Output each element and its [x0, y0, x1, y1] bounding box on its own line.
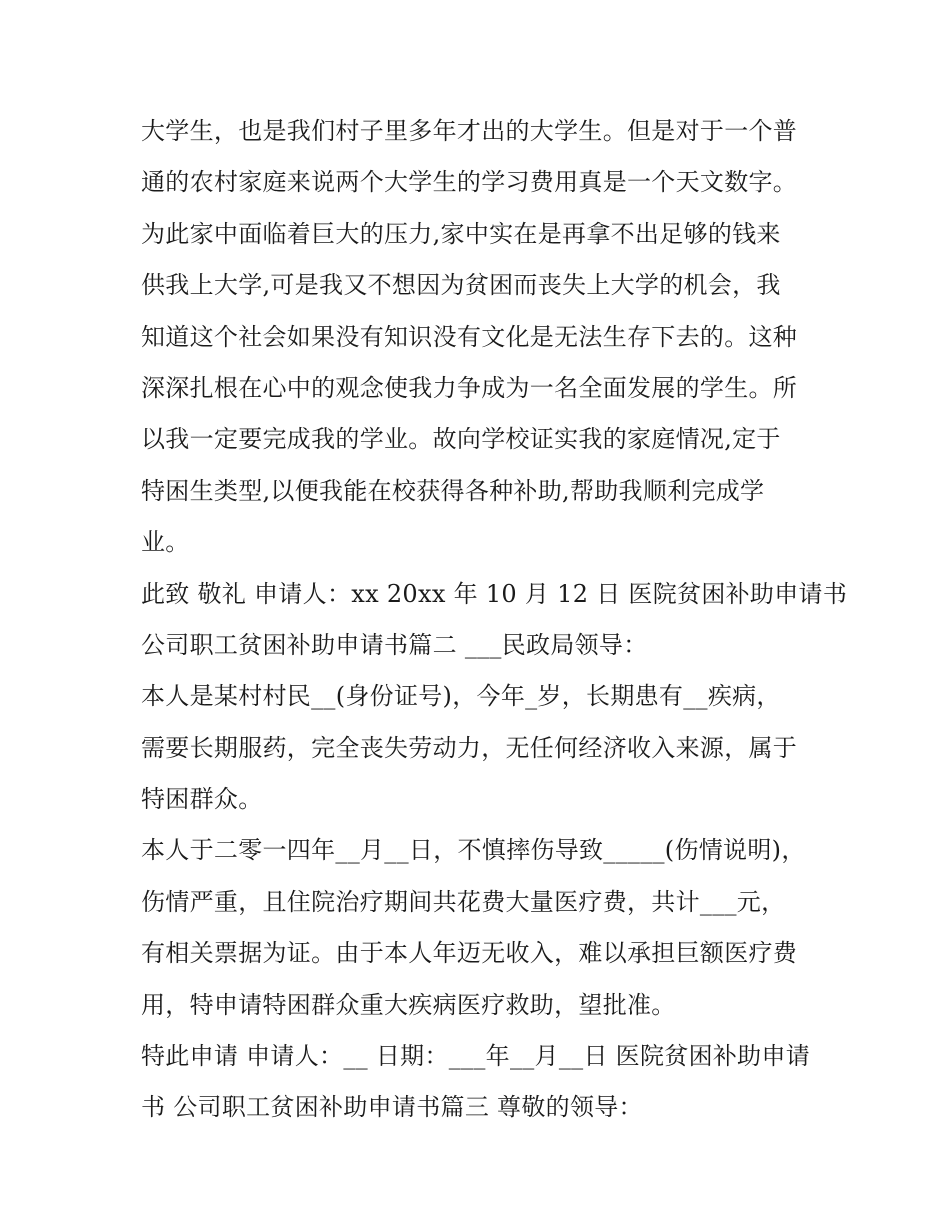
text-line: 供我上大学,可是我又不想因为贫困而丧失上大学的机会，我: [141, 271, 781, 300]
text-line: 特困群众。: [141, 785, 263, 814]
text-line: 业。: [141, 528, 190, 557]
text-line: 通的农村家庭来说两个大学生的学习费用真是一个天文数字。: [141, 168, 798, 197]
text-line: 需要长期服药，完全丧失劳动力，无任何经济收入来源，属于: [141, 733, 798, 762]
text-line: 用，特申请特困群众重大疾病医疗救助，望批准。: [141, 990, 676, 1019]
text-line: 此致 敬礼 申请人：xx 20xx 年 10 月 12 日 医院贫困补助申请书: [141, 579, 848, 608]
text-line: 以我一定要完成我的学业。故向学校证实我的家庭情况,定于: [141, 425, 781, 454]
body-text: [141, 106, 848, 1134]
text-line: 大学生，也是我们村子里多年才出的大学生。但是对于一个普: [141, 117, 798, 145]
text-line: 有相关票据为证。由于本人年迈无收入，难以承担巨额医疗费: [141, 939, 798, 968]
text-line: 特困生类型,以便我能在校获得各种补助,帮助我顺利完成学: [141, 476, 765, 505]
text-line: 书 公司职工贫困补助申请书篇三 尊敬的领导：: [141, 1093, 643, 1122]
text-line: 特此申请 申请人：__ 日期：___年__月__日 医院贫困补助申请: [141, 1042, 811, 1071]
text-line: 公司职工贫困补助申请书篇二 ___民政局领导：: [141, 630, 648, 659]
text-line: 本人是某村村民__(身份证号)，今年_岁，长期患有__疾病，: [141, 682, 781, 711]
text-line: 本人于二零一四年__月__日，不慎摔伤导致_____(伤情说明)，: [141, 836, 806, 865]
text-line: 知道这个社会如果没有知识没有文化是无法生存下去的。这种: [141, 322, 798, 351]
text-line: 为此家中面临着巨大的压力,家中实在是再拿不出足够的钱来: [141, 219, 781, 248]
text-line: 深深扎根在心中的观念使我力争成为一名全面发展的学生。所: [141, 373, 798, 402]
text-line: 伤情严重，且住院治疗期间共花费大量医疗费，共计___元，: [141, 887, 786, 916]
